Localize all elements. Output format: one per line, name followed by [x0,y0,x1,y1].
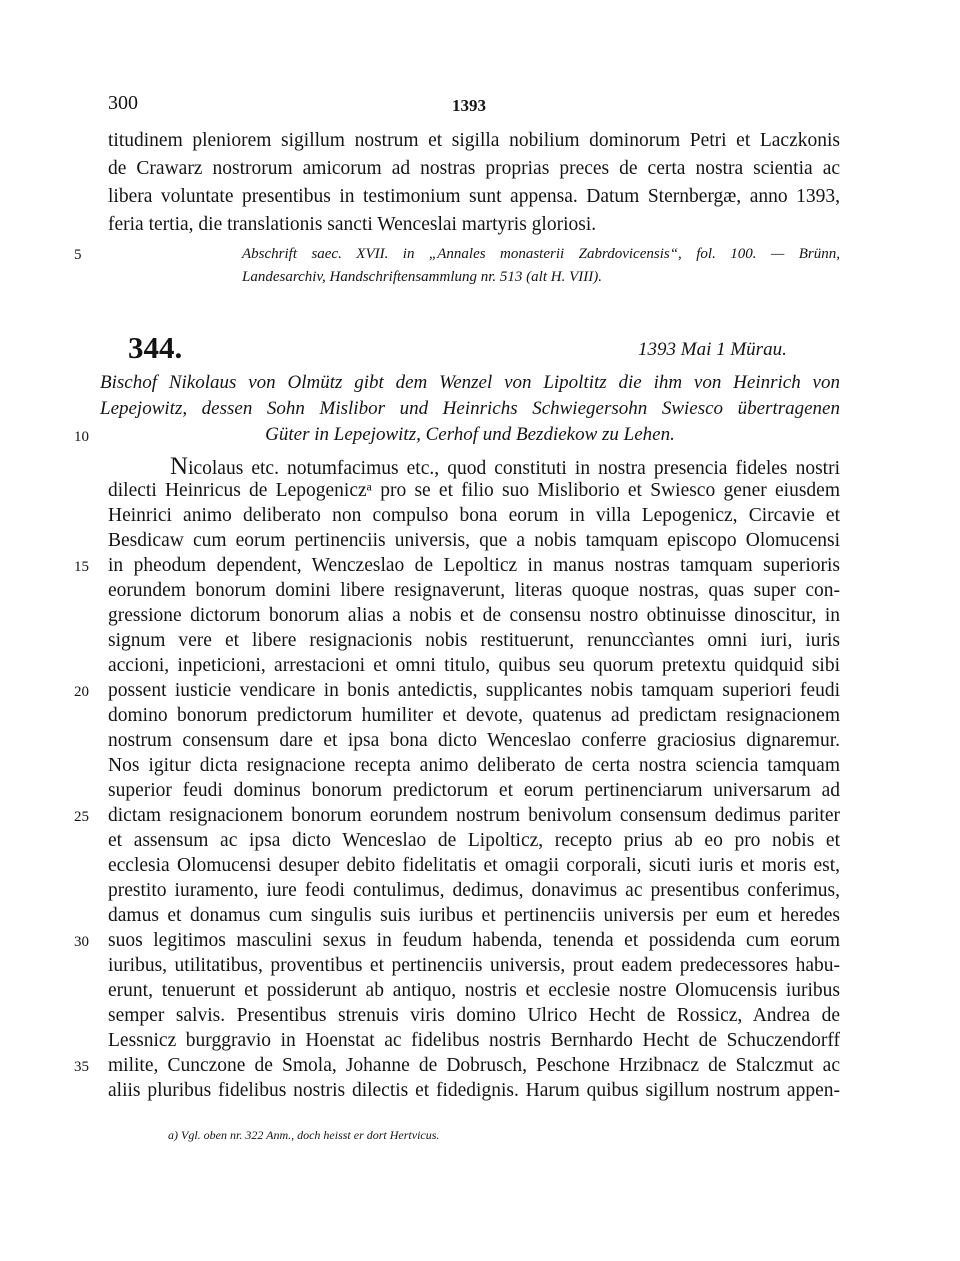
text-line: iuribus, utilitatibus, proventibus et pertinenciis universis, prout eadem predecessores habu- [108,955,840,976]
text-line: superior feudi dominus bonorum predictorum et eorum pertinenciarum universarum ad [108,780,840,801]
margin-line-number: 15 [74,559,89,575]
margin-line-number: 10 [74,429,89,445]
margin-line-number: 30 [74,934,89,950]
text-line: eorundem bonorum domini libere resignaverunt, literas quoque nostras, quas super con- [108,580,840,601]
regest-line: Bischof Nikolaus von Olmütz gibt dem Wenzel von Lipoltitz die ihm von Heinrich von [100,372,840,393]
text-line: milite, Cunczone de Smola, Johanne de Dobrusch, Peschone Hrzibnacz de Stalczmut ac [108,1055,840,1076]
text-line: de Crawarz nostrorum amicorum ad nostras proprias preces de certa nostra scientia ac [108,158,840,179]
source-note-line: Abschrift saec. XVII. in „Annales monasterii Zabrdovicensis“, fol. 100. — Brünn, [242,246,840,262]
source-note-line: Landesarchiv, Handschriftensammlung nr. 513 (alt H. VIII). [242,269,602,285]
text-line: suos legitimos masculini sexus in feudum habenda, tenenda et possidenda cum eorum [108,930,840,951]
text-line: titudinem pleniorem sigillum nostrum et sigilla nobilium dominorum Petri et Laczkonis [108,130,840,151]
text-line: libera voluntate presentibus in testimonium sunt appensa. Datum Sternbergæ, anno 1393, [108,186,840,207]
text-line: domino bonorum predictorum humiliter et devote, quatenus ad predictam resignacionem [108,705,840,726]
regest-line: Lepejowitz, dessen Sohn Mislibor und Heinrichs Schwiegersohn Swiesco übertragenen [100,398,840,419]
text-line: nostrum consensum dare et ipsa bona dicto Wenceslao conferre graciosius dignaremur. [108,730,840,751]
footnote: a) Vgl. oben nr. 322 Anm., doch heisst er dort Hertvicus. [168,1128,440,1142]
text-line: Nos igitur dicta resignacione recepta animo deliberato de certa nostra sciencia tamquam [108,755,840,776]
running-header-year: 1393 [452,96,486,115]
margin-line-number: 35 [74,1059,89,1075]
text-line: Besdicaw cum eorum pertinenciis universis, que a nobis tamquam episcopo Olomucensi [108,530,840,551]
document-date-place: 1393 Mai 1 Mürau. [638,339,787,360]
text-line: feria tertia, die translationis sancti Wenceslai martyris gloriosi. [108,214,597,235]
document-number: 344. [128,330,183,365]
text-line: dictam resignacionem bonorum eorundem nostrum benivolum consensum dedimus pariter [108,805,840,826]
text-line: gressione dictorum bonorum alias a nobis et de consensu nostro obtinuisse dinoscitur, in [108,605,840,626]
text-line: ecclesia Olomucensi desuper debito fidelitatis et omagii corporali, sicuti iuris et moris est, [108,855,840,876]
text-line: in pheodum dependent, Wenczeslao de Lepolticz in manus nostras tamquam superioris [108,555,840,576]
margin-line-number: 5 [74,247,82,263]
margin-line-number: 20 [74,684,89,700]
text-line: damus et donamus cum singulis suis iuribus et pertinenciis universis per eum et heredes [108,905,840,926]
text-line: Heinrici animo deliberato non compulso bona eorum in villa Lepogenicz, Circavie et [108,505,840,526]
regest-line: Güter in Lepejowitz, Cerhof und Bezdiekow zu Lehen. [265,424,675,445]
text-line: semper salvis. Presentibus strenuis viris domino Ulrico Hecht de Rossicz, Andrea de [108,1005,840,1026]
text-line: prestito iuramento, iure feodi contulimus, dedimus, donavimus ac presentibus conferimus, [108,880,840,901]
text-line: erunt, tenuerunt et possiderunt ab antiquo, nostris et ecclesie nostre Olomucensis iuribus [108,980,840,1001]
text-line: et assensum ac ipsa dicto Wenceslao de Lipolticz, recepto prius ab eo pro nobis et [108,830,840,851]
initial-letter: N [170,453,189,480]
text-line: accioni, inpeticioni, arrestacioni et omni titulo, quibus seu quorum pretextu quidquid sibi [108,655,840,676]
page-number: 300 [108,92,138,114]
text-line: signum vere et libere resignacionis nobis restituerunt, renunccìantes omni iuri, iuris [108,630,840,651]
margin-line-number: 25 [74,809,89,825]
text-line: aliis pluribus fidelibus nostris dilectis et fidedignis. Harum quibus sigillum nostrum appen- [108,1080,840,1101]
first-line-text: icolaus etc. notumfacimus etc., quod constituti in nostra presencia fideles nostri [188,458,840,479]
text-line: Lessnicz burggravio in Hoenstat ac fidelibus nostris Bernhardo Hecht de Schuczendorff [108,1030,840,1051]
text-line: dilecti Heinricus de Lepogeniczᵃ pro se et filio suo Misliborio et Swiesco gener eiusdem [108,480,840,501]
text-line: possent iusticie vendicare in bonis antedictis, supplicantes nobis tamquam superiori feudi [108,680,840,701]
